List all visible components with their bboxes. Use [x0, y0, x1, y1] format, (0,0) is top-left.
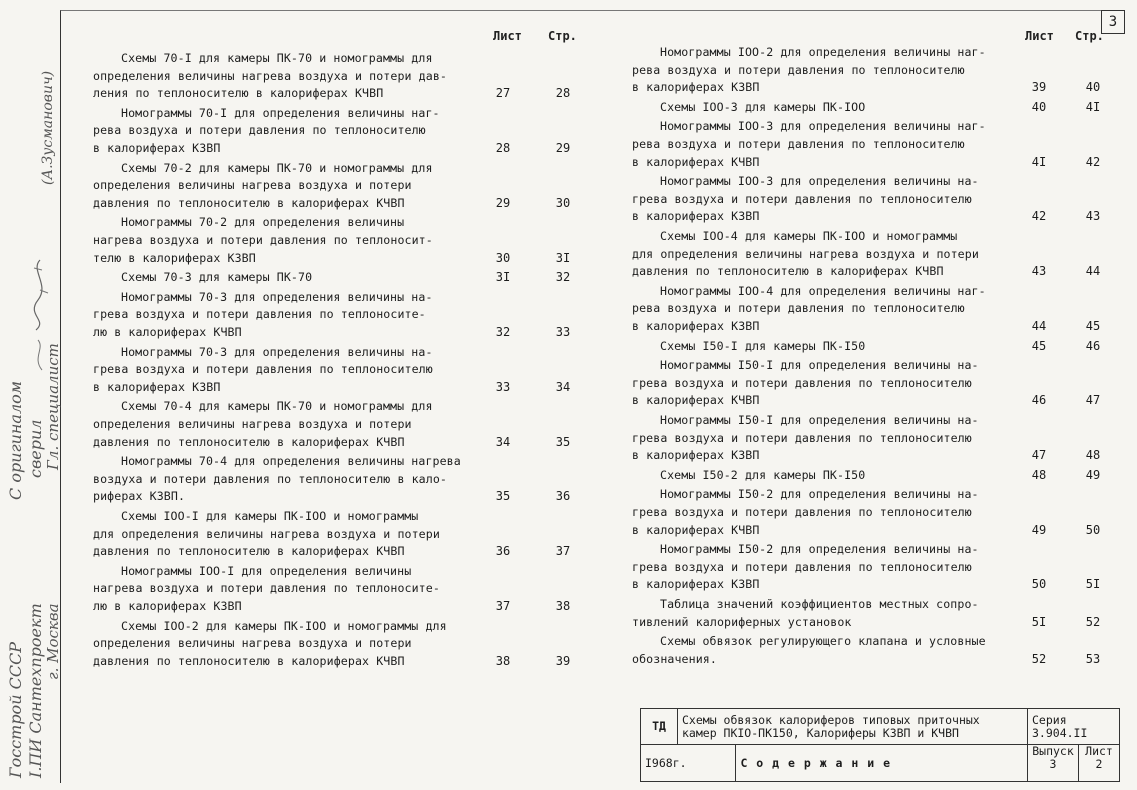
stamp-title-line2: камер ПКIО-ПК150, Калориферы КЗВП и КЧВП	[682, 725, 959, 740]
toc-entry-line: грева воздуха и потери давления по теплоносителю	[632, 504, 972, 519]
org-line-3: г. Москва	[44, 603, 62, 680]
toc-entry	[93, 398, 433, 451]
toc-entry-line: в калориферах КЗВП	[632, 318, 760, 333]
toc-entry	[632, 596, 979, 631]
org-line-1: Госстрой СССР	[6, 641, 25, 778]
toc-entry-line: Схемы 70-I для камеры ПК-70 и номограммы для	[121, 51, 433, 65]
toc-entry-line: Схемы IOO-3 для камеры ПК-IOO	[660, 99, 866, 114]
toc-entry-line: Номограммы 70-4 для определения величины нагрева	[121, 454, 461, 469]
toc-entry-line: определения величины нагрева воздуха и потери	[93, 416, 412, 431]
toc-sheet-number: 28	[495, 141, 511, 155]
toc-entry-line: Номограммы 70-3 для определения величины на-	[121, 344, 433, 359]
toc-entry-line: ления по теплоносителю в калориферах КЧВП	[93, 86, 384, 101]
stamp-year: I968г.	[641, 745, 736, 782]
toc-entry-line: в калориферах КЗВП	[632, 577, 760, 592]
toc-sheet-number: 35	[495, 489, 511, 504]
toc-entry-line: давления по теплоносителю в калориферах КЧВП	[93, 434, 405, 449]
toc-entry-line: давления по теплоносителю в калориферах КЧВП	[632, 264, 944, 279]
toc-entry	[632, 357, 979, 410]
toc-entry-line: Схемы 70-3 для камеры ПК-70	[121, 270, 313, 285]
toc-entry-line: Схемы 70-4 для камеры ПК-70 и номограммы для	[121, 399, 433, 414]
stamp-section: С о д е р ж а н и е	[736, 745, 1028, 782]
toc-page-number: 47	[1085, 393, 1101, 408]
stamp-series-label: Серия	[1032, 712, 1067, 727]
toc-entry	[632, 173, 979, 226]
toc-entry	[93, 50, 447, 103]
toc-entry-line: грева воздуха и потери давления по теплоносителю	[93, 362, 433, 377]
toc-entry-line: Схемы IOO-I для камеры ПК-IOO и номограммы	[121, 509, 419, 523]
right-sheet-header: Лист	[1025, 29, 1054, 43]
toc-entry-line: обозначения.	[632, 651, 717, 666]
right-page-header: Стр.	[1075, 29, 1104, 43]
toc-sheet-number: 5I	[1031, 614, 1047, 629]
toc-sheet-number: 29	[495, 195, 511, 210]
signature-scribbles	[20, 230, 60, 380]
toc-sheet-number: 44	[1031, 319, 1047, 333]
toc-entry-line: в калориферах КЗВП	[93, 140, 221, 155]
toc-sheet-number: 30	[495, 250, 511, 265]
toc-entry-line: в калориферах КЗВП	[632, 209, 760, 224]
toc-entry-line: нагрева воздуха и потери давления по теплоносит-	[93, 232, 433, 247]
toc-page-number: 39	[555, 653, 571, 668]
toc-sheet-number: 38	[495, 653, 511, 668]
check-line-2: сверил	[26, 419, 45, 478]
toc-page-number: 48	[1085, 448, 1101, 463]
toc-entry	[632, 228, 979, 281]
toc-entry	[93, 453, 461, 506]
toc-page-number: 49	[1085, 467, 1101, 482]
toc-sheet-number: 27	[495, 86, 511, 101]
toc-entry-line: грева воздуха и потери давления по теплоносителю	[632, 375, 972, 390]
stamp-code: ТД	[641, 709, 678, 745]
toc-page-number: 45	[1085, 319, 1101, 333]
stamp-sheet-label: Лист	[1085, 744, 1113, 758]
toc-entry	[632, 44, 986, 97]
toc-entry-line: в калориферах КЗВП	[632, 448, 760, 463]
stamp-issue-value: 3	[1049, 757, 1057, 771]
toc-entry-line: давления по теплоносителю в калориферах КЧВП	[93, 544, 405, 559]
toc-entry	[632, 338, 865, 356]
toc-entry	[632, 541, 979, 594]
toc-page-number: 36	[555, 489, 571, 504]
toc-entry-line: воздуха и потери давления по теплоносителю в кало-	[93, 471, 448, 486]
toc-entry	[632, 99, 865, 117]
toc-entry-line: Схемы I50-I для камеры ПК-I50	[660, 338, 866, 353]
toc-page-number: 32	[555, 270, 571, 285]
toc-entry-line: Схемы I50-2 для камеры ПК-I50	[660, 467, 866, 482]
toc-entry-line: Номограммы IOO-3 для определения величины наг-	[660, 119, 986, 134]
toc-page-number: 28	[555, 86, 571, 101]
toc-entry-line: Схемы 70-2 для камеры ПК-70 и номограммы для	[121, 160, 433, 175]
toc-entry	[93, 269, 312, 287]
toc-entry	[93, 105, 440, 158]
toc-sheet-number: 50	[1031, 577, 1047, 592]
toc-entry-line: тивлений калориферных установок	[632, 614, 852, 629]
toc-entry	[632, 467, 865, 485]
toc-entry-line: давления по теплоносителю в калориферах КЧВП	[93, 653, 405, 668]
toc-entry-line: Номограммы I50-I для определения величины на-	[660, 358, 979, 373]
toc-entry	[93, 214, 433, 267]
stamp-sheet-value: 2	[1095, 757, 1103, 771]
toc-entry	[93, 289, 433, 342]
toc-entry-line: для определения величины нагрева воздуха и потери	[93, 526, 440, 541]
toc-entry-line: рева воздуха и потери давления по теплоносителю	[632, 136, 965, 151]
toc-entry-line: рева воздуха и потери давления по теплоносителю	[632, 301, 965, 316]
toc-entry	[632, 118, 986, 171]
toc-entry-line: грева воздуха и потери давления по теплоносителю	[632, 559, 972, 574]
toc-page-number: 3I	[555, 250, 571, 265]
toc-sheet-number: 37	[495, 599, 511, 613]
toc-entry-line: нагрева воздуха и потери давления по теплоносите-	[93, 581, 440, 596]
stamp-series-value: 3.904.II	[1032, 725, 1088, 740]
toc-entry-line: определения величины нагрева воздуха и потери	[93, 636, 412, 651]
toc-entry-line: риферах КЗВП.	[93, 489, 186, 504]
toc-page-number: 30	[555, 195, 571, 210]
toc-entry-line: лю в калориферах КЧВП	[93, 324, 242, 339]
toc-entry-line: в калориферах КЗВП	[632, 80, 760, 95]
toc-sheet-number: 40	[1031, 99, 1047, 114]
toc-entry	[93, 160, 433, 213]
toc-entry-line: телю в калориферах КЗВП	[93, 250, 256, 265]
toc-entry-line: лю в калориферах КЗВП	[93, 598, 242, 613]
toc-entry	[632, 283, 986, 336]
toc-entry	[632, 633, 986, 668]
toc-sheet-number: 32	[495, 325, 511, 339]
toc-sheet-number: 42	[1031, 209, 1047, 224]
toc-sheet-number: 3I	[495, 270, 511, 285]
toc-entry-line: для определения величины нагрева воздуха и потери	[632, 246, 979, 261]
toc-entry-line: Таблица значений коэффициентов местных сопро-	[660, 597, 979, 611]
toc-entry-line: Номограммы 70-2 для определения величины	[121, 215, 405, 230]
toc-page-number: 50	[1085, 522, 1101, 537]
toc-sheet-number: 43	[1031, 264, 1047, 279]
toc-page-number: 29	[555, 141, 571, 155]
toc-entry	[632, 486, 979, 539]
toc-entry-line: определения величины нагрева воздуха и потери дав-	[93, 68, 448, 83]
toc-sheet-number: 46	[1031, 393, 1047, 408]
toc-sheet-number: 4I	[1031, 154, 1047, 169]
toc-page-number: 37	[555, 544, 571, 559]
toc-entry-line: Номограммы I50-I для определения величины на-	[660, 413, 979, 427]
toc-sheet-number: 52	[1031, 651, 1047, 666]
toc-page-number: 46	[1085, 338, 1101, 353]
toc-entry	[632, 412, 979, 465]
toc-sheet-number: 36	[495, 544, 511, 559]
toc-page-number: 53	[1085, 651, 1101, 666]
toc-entry-line: рева воздуха и потери давления по теплоносителю	[93, 123, 426, 138]
toc-entry-line: грева воздуха и потери давления по теплоносителю	[632, 191, 972, 206]
toc-sheet-number: 33	[495, 379, 511, 394]
left-page-header: Стр.	[548, 29, 577, 43]
toc-entry-line: в калориферах КЧВП	[632, 393, 760, 408]
signer-name: (А.Зусманович)	[40, 70, 56, 185]
toc-entry-line: рева воздуха и потери давления по теплоносителю	[632, 62, 965, 77]
toc-sheet-number: 47	[1031, 448, 1047, 463]
toc-sheet-number: 49	[1031, 522, 1047, 537]
toc-entry	[93, 563, 440, 616]
toc-entry-line: Номограммы I50-2 для определения величины на-	[660, 542, 979, 557]
toc-page-number: 44	[1085, 264, 1101, 279]
stamp-issue-label: Выпуск	[1032, 744, 1074, 758]
toc-entry-line: Схемы IOO-4 для камеры ПК-IOO и номограммы	[660, 229, 958, 243]
toc-entry-line: Схемы обвязок регулирующего клапана и условные	[660, 634, 986, 649]
toc-page-number: 4I	[1085, 99, 1101, 114]
toc-page-number: 43	[1085, 209, 1101, 224]
toc-page-number: 40	[1085, 80, 1101, 95]
check-line-3: Гл. специалист	[44, 343, 62, 470]
stamp-title-line1: Схемы обвязок калориферов типовых приточных	[682, 712, 980, 727]
toc-sheet-number: 34	[495, 434, 511, 449]
toc-entry	[93, 344, 433, 397]
toc-page-number: 42	[1085, 154, 1101, 169]
toc-entry-line: Номограммы 70-I для определения величины наг-	[121, 105, 440, 120]
check-line-1: С оригиналом	[6, 380, 25, 500]
toc-entry-line: давления по теплоносителю в калориферах КЧВП	[93, 195, 405, 210]
toc-page-number: 38	[555, 599, 571, 613]
org-line-2: I.ПИ Сантехпроект	[26, 603, 45, 778]
toc-page-number: 52	[1085, 614, 1101, 629]
toc-entry-line: Номограммы 70-3 для определения величины на-	[121, 289, 433, 304]
toc-entry-line: в калориферах КЧВП	[632, 522, 760, 537]
toc-sheet-number: 45	[1031, 338, 1047, 353]
toc-sheet-number: 48	[1031, 467, 1047, 482]
toc-entry-line: Номограммы IOO-3 для определения величины на-	[660, 174, 979, 189]
toc-page-number: 5I	[1085, 577, 1101, 592]
toc-sheet-number: 39	[1031, 80, 1047, 95]
title-block	[640, 708, 1120, 782]
toc-page-number: 35	[555, 434, 571, 449]
toc-entry-line: Номограммы IOO-2 для определения величины наг-	[660, 45, 986, 59]
toc-entry	[93, 508, 440, 561]
toc-entry-line: в калориферах КЧВП	[632, 154, 760, 169]
toc-entry-line: Номограммы IOO-4 для определения величины наг-	[660, 283, 986, 298]
page-number: 3	[1101, 10, 1125, 34]
toc-entry-line: Номограммы I50-2 для определения величины на-	[660, 487, 979, 502]
toc-entry-line: грева воздуха и потери давления по теплоносите-	[93, 307, 426, 322]
toc-entry-line: грева воздуха и потери давления по теплоносителю	[632, 430, 972, 445]
toc-page-number: 34	[555, 379, 571, 394]
toc-entry-line: в калориферах КЗВП	[93, 379, 221, 394]
toc-entry	[93, 618, 447, 671]
toc-page-number: 33	[555, 325, 571, 339]
left-sheet-header: Лист	[493, 29, 522, 43]
toc-entry-line: определения величины нагрева воздуха и потери	[93, 178, 412, 193]
toc-entry-line: Схемы IOO-2 для камеры ПК-IOO и номограммы для	[121, 618, 447, 633]
toc-entry-line: Номограммы IOO-I для определения величины	[121, 563, 412, 578]
